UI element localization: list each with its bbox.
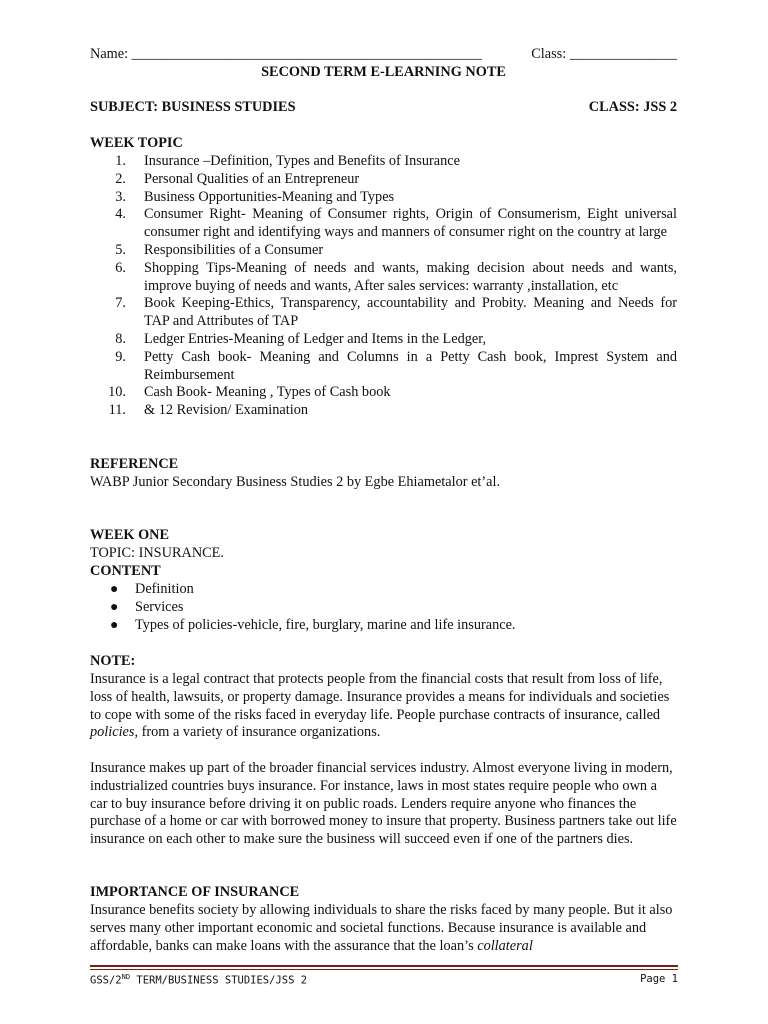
list-text: Responsibilities of a Consumer [144,241,324,258]
footer-left-b: TERM/BUSINESS STUDIES/JSS 2 [130,974,308,987]
list-text: Ledger Entries-Meaning of Ledger and Items in the Ledger, [144,330,487,347]
list-text: Types of policies-vehicle, fire, burglary, marine and life insurance. [135,616,516,633]
reference-heading: REFERENCE [90,456,179,472]
list-number: 11. [108,402,126,419]
footer-left-a: GSS/2 [90,974,122,987]
list-text: Insurance –Definition, Types and Benefits of Insurance [144,153,460,169]
importance-text: Insurance benefits society by allowing individuals to share the risks faced by many people. But it also serves many other important economic and societal functions. Because insurance is available and affordable, banks can make loans with the assurance that the loan’s [90,902,673,954]
topic-line: TOPIC: INSURANCE. [90,545,224,561]
list-item [90,153,677,171]
week-topic-list [90,153,677,420]
bullet-icon: ● [110,582,119,597]
list-item [90,384,677,402]
week-topic-heading: WEEK TOPIC [90,135,183,151]
note-paragraph-1 [90,671,677,742]
list-item [90,260,677,296]
list-text: Business Opportunities-Meaning and Types [144,188,395,205]
list-item [90,599,677,617]
list-text: Definition [135,581,194,597]
subject-line [90,99,677,117]
list-item [90,581,677,599]
bullet-icon: ● [110,617,119,633]
list-item [90,206,677,242]
footer-divider-thin [90,969,678,970]
list-item [90,349,677,385]
note-p1-text-a: Insurance is a legal contract that protects people from the financial costs that result from loss of life, loss of health, lawsuits, or property damage. Insurance provides a means for individuals and societies to cope with some of the risks faced in everyday life. People purchase contracts of insurance, called [90,671,670,723]
note-paragraph-2: Insurance makes up part of the broader financial services industry. Almost everyone living in modern, industrialized countries buys insurance. For instance, laws in most states require people who own a car to buy insurance before driving it on public roads. Lenders require anyone who finances the purchase of a home or car with borrowed money to insure that property. Business partners take out life insurance on each other to make sure the business will succeed even if one of the partners dies. [90,760,677,848]
document-title: SECOND TERM E-LEARNING NOTE [261,64,506,80]
list-text: Cash Book- Meaning , Types of Cash book [144,384,391,401]
week-one-heading: WEEK ONE [90,527,170,543]
footer-left [90,973,307,987]
subject-label: SUBJECT: BUSINESS STUDIES [90,99,296,115]
class-info: CLASS: JSS 2 [588,99,677,115]
list-number: 10. [108,384,126,401]
content-list [90,581,677,634]
list-text: Personal Qualities of an Entrepreneur [144,170,360,187]
list-number: 5. [115,241,126,258]
list-item [90,171,677,189]
list-text: Petty Cash book- Meaning and Columns in a Petty Cash book, Imprest System and Reimbursement [144,348,677,383]
list-number: 7. [115,295,126,312]
reference-text: WABP Junior Secondary Business Studies 2 by Egbe Ehiametalor et’al. [90,474,501,490]
content-heading: CONTENT [90,563,161,579]
name-class-line [90,46,677,64]
list-item [90,242,677,260]
list-item [90,295,677,331]
note-p1-emphasis: policies [90,724,135,741]
note-heading: NOTE: [90,653,136,669]
list-text: & 12 Revision/ Examination [144,402,309,419]
list-number: 1. [115,153,126,169]
list-number: 8. [115,330,126,347]
class-field: Class: _______________ [531,46,677,62]
list-text: Shopping Tips-Meaning of needs and wants, making decision about needs and wants, improve buying of needs and wants, After sales services: warranty ,installation, etc [144,259,677,294]
list-item [90,617,677,635]
list-text: Services [135,598,184,615]
importance-heading: IMPORTANCE OF INSURANCE [90,884,300,900]
list-number: 4. [115,206,126,223]
page-number: Page 1 [640,973,678,985]
importance-emphasis: collateral [477,937,533,954]
footer-superscript: ND [121,973,131,981]
list-text: Consumer Right- Meaning of Consumer rights, Origin of Consumerism, Eight universal consumer right and identifying ways and manners of consumer right on the country at large [144,206,677,241]
list-item [90,331,677,349]
list-number: 2. [115,170,126,187]
list-number: 3. [115,188,126,205]
importance-paragraph [90,902,677,955]
note-p1-text-b: , from a variety of insurance organizations. [134,724,381,741]
list-item [90,402,677,420]
name-field: Name: _________________________________________________ [90,46,482,62]
list-number: 9. [115,348,126,365]
bullet-icon: ● [110,599,119,615]
page-footer [90,973,678,987]
footer-divider [90,965,678,967]
list-text: Book Keeping-Ethics, Transparency, accountability and Probity. Meaning and Needs for TAP and Attributes of TAP [144,295,677,330]
list-number: 6. [115,259,126,276]
list-item [90,189,677,207]
